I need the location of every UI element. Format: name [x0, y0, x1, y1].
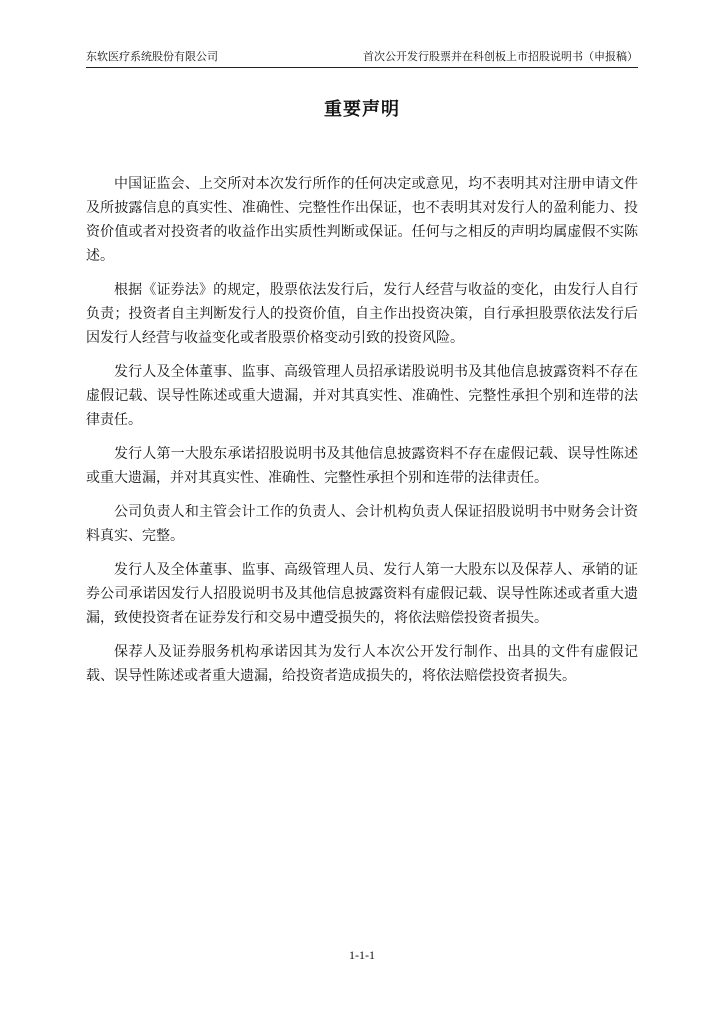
paragraph-investment-risk: 根据《证券法》的规定，股票依法发行后，发行人经营与收益的变化，由发行人自行负责；投资者自主判断发行人的投资价值，自主作出投资决策，自行承担股票依法发行后因发行人经营与收益变化或者股票价格变动引致的投资风险。 — [86, 282, 638, 346]
statement-body — [86, 172, 638, 698]
paragraph-accounting-guarantee: 公司负责人和主管会计工作的负责人、会计机构负责人保证招股说明书中财务会计资料真实、完整。 — [86, 504, 638, 544]
header-company-name: 东软医疗系统股份有限公司 — [86, 50, 218, 63]
page-number: 1-1-1 — [349, 948, 375, 962]
page-header — [86, 49, 638, 68]
paragraph-compensation-commitment: 发行人及全体董事、监事、高级管理人员、发行人第一大股东以及保荐人、承销的证券公司承诺因发行人招股说明书及其他信息披露资料有虚假记载、误导性陈述或者重大遗漏，致使投资者在证券发行和交易中遭受损失的，将依法赔偿投资者损失。 — [86, 562, 638, 626]
page-title: 重要声明 — [324, 99, 400, 120]
paragraph-regulator-disclaimer: 中国证监会、上交所对本次发行所作的任何决定或意见，均不表明其对注册申请文件及所披露信息的真实性、准确性、完整性作出保证，也不表明其对发行人的盈利能力、投资价值或者对投资者的收益作出实质性判断或保证。任何与之相反的声明均属虚假不实陈述。 — [86, 176, 638, 264]
header-document-title: 首次公开发行股票并在科创板上市招股说明书（申报稿） — [363, 50, 638, 63]
paragraph-sponsor-commitment: 保荐人及证券服务机构承诺因其为发行人本次公开发行制作、出具的文件有虚假记载、误导性陈述或者重大遗漏，给投资者造成损失的，将依法赔偿投资者损失。 — [86, 644, 638, 684]
paragraph-shareholder-commitment: 发行人第一大股东承诺招股说明书及其他信息披露资料不存在虚假记载、误导性陈述或重大遗漏，并对其真实性、准确性、完整性承担个别和连带的法律责任。 — [86, 446, 638, 486]
paragraph-directors-commitment: 发行人及全体董事、监事、高级管理人员招承诺股说明书及其他信息披露资料不存在虚假记载、误导性陈述或重大遗漏，并对其真实性、准确性、完整性承担个别和连带的法律责任。 — [86, 364, 638, 428]
